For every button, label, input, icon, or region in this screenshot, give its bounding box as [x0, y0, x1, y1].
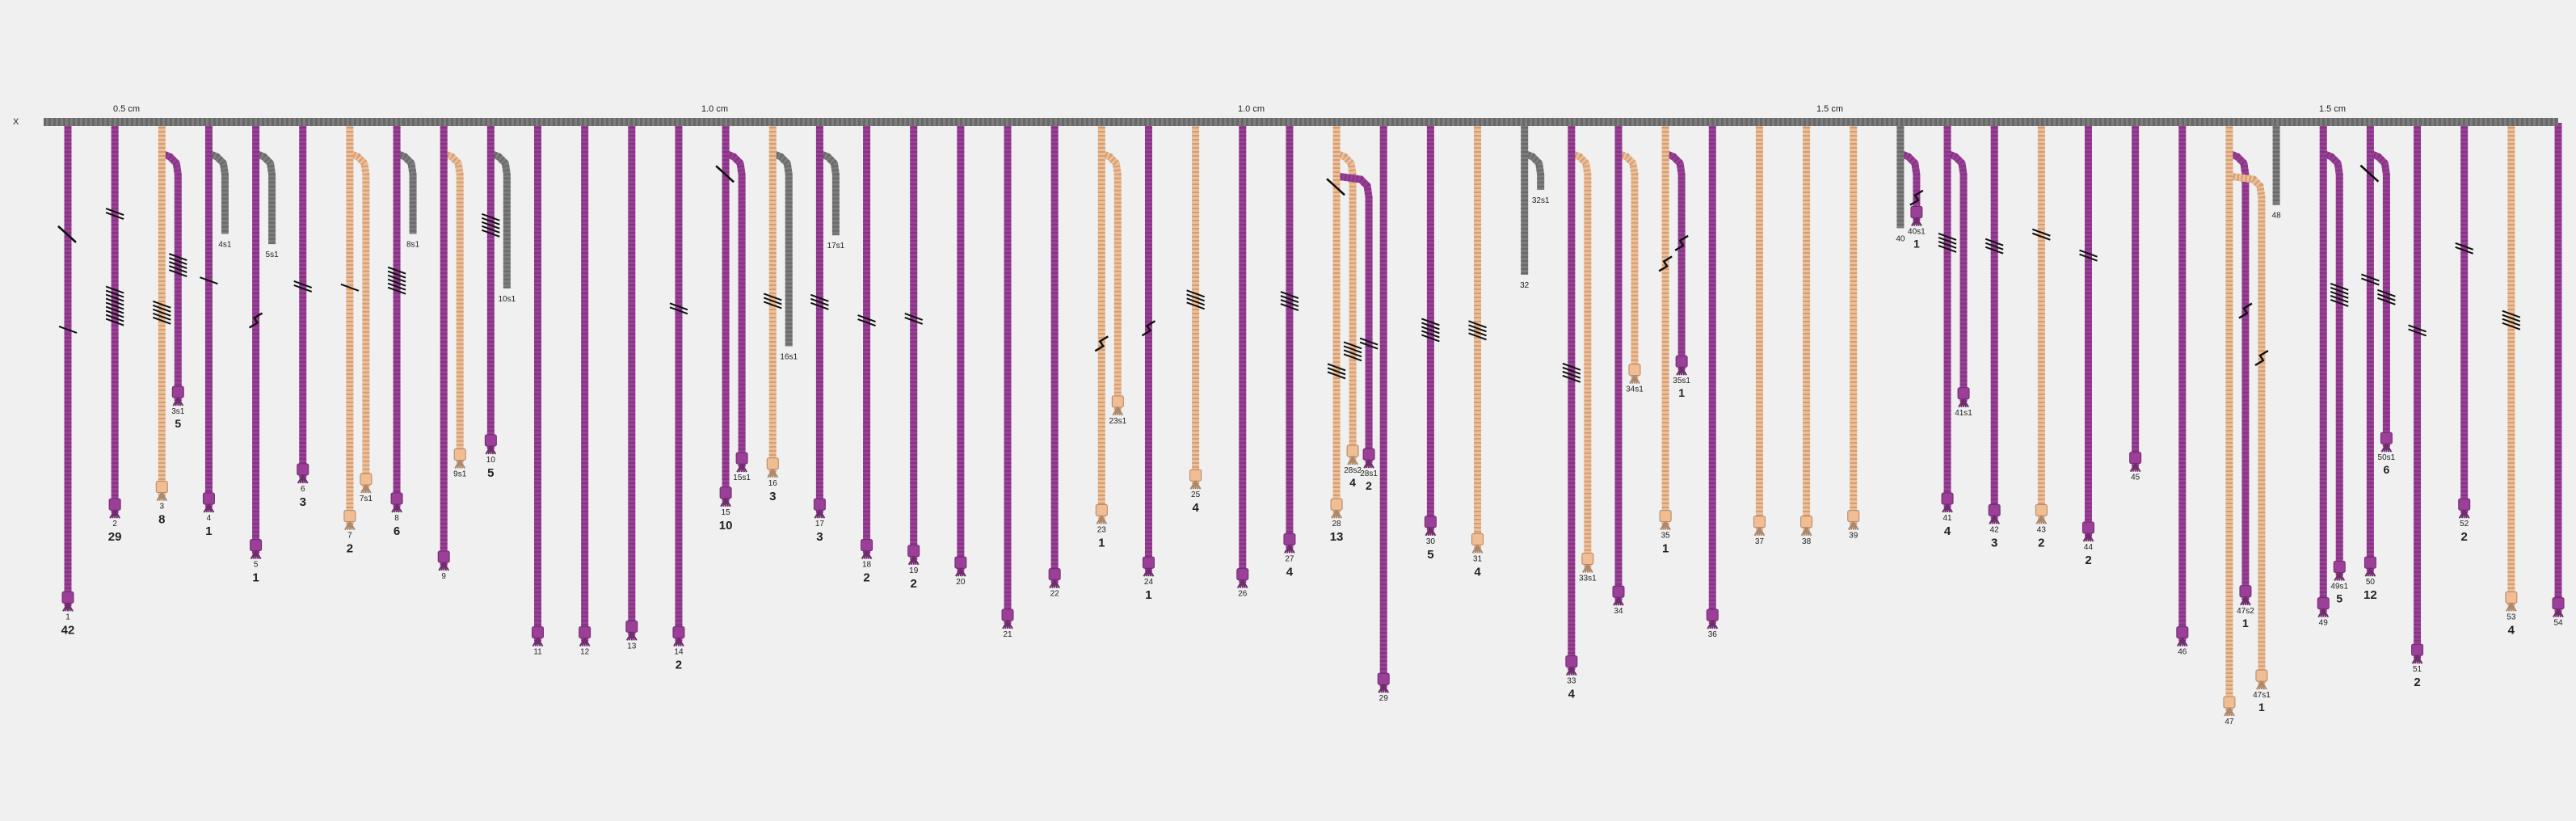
tassel-knot	[360, 474, 372, 485]
subsidiary-value: 1	[1678, 386, 1686, 400]
cord-id-label: 13	[627, 642, 637, 651]
cord-id-label: 3	[159, 502, 165, 512]
tassel-knot	[1112, 396, 1123, 407]
tassel-knot	[2334, 562, 2345, 573]
spacing-label: 1.0 cm	[1238, 104, 1265, 114]
tassel-knot	[1911, 207, 1922, 218]
subsidiary-value: 5	[2336, 592, 2343, 605]
subsidiary-value: 4	[1349, 476, 1356, 490]
tassel-knot	[1190, 469, 1202, 481]
cord-id-label: 24	[1143, 578, 1154, 587]
tassel-knot	[908, 545, 920, 557]
cord-end-tassel	[2380, 432, 2392, 452]
cord-end-tassel	[1989, 504, 2000, 524]
tassel-knot	[2256, 670, 2267, 681]
cord-id-label: 15	[721, 507, 730, 517]
cord-end-tassel	[1613, 586, 1624, 605]
subsidiary-label: 40s1	[1908, 227, 1926, 237]
tassel-knot	[1331, 499, 1342, 510]
subsidiary-label: 5s1	[265, 251, 279, 260]
subsidiary-label: 28s2	[1344, 466, 1362, 476]
spacing-label: 1.0 cm	[701, 104, 729, 114]
tassel-knot	[1629, 364, 1640, 376]
cord-end-tassel	[297, 464, 309, 483]
cord-id-label: 37	[1754, 537, 1764, 546]
cord-id-label: 6	[300, 485, 305, 494]
cord-value-label: 5	[1427, 547, 1434, 562]
cord-value-label: 1	[1098, 536, 1105, 550]
cord-id-label: 41	[1943, 514, 1952, 523]
subsidiary-value: 2	[1366, 479, 1372, 493]
tassel-knot	[485, 435, 496, 446]
cord-id-label: 36	[1707, 630, 1717, 639]
cord-id-label: 54	[2553, 618, 2563, 628]
cord-value-label: 4	[2507, 623, 2515, 638]
tassel-knot	[1284, 533, 1295, 545]
cord-id-label: 23	[1096, 525, 1106, 535]
cord-end-tassel	[2553, 598, 2564, 617]
cord-id-label: 45	[2131, 473, 2140, 482]
cord-end-tassel	[1363, 448, 1374, 468]
subsidiary-value: 5	[175, 417, 182, 431]
cord-value-label: 42	[61, 623, 75, 638]
cord-end-tassel	[62, 592, 74, 611]
tassel-knot	[1425, 516, 1436, 528]
cord-id-label: 8	[394, 514, 399, 523]
cord-end-tassel	[720, 487, 731, 507]
cord-end-tassel	[1942, 493, 1953, 512]
subsidiary-label: 33s1	[1578, 574, 1597, 583]
spacing-label: 1.5 cm	[2319, 104, 2347, 114]
cord-end-tassel	[391, 493, 402, 512]
cord-value-label: 13	[1329, 530, 1344, 545]
cord-end-tassel	[2412, 644, 2423, 663]
cord-id-label: 40	[1896, 234, 1905, 244]
cord-end-tassel	[1237, 569, 1248, 588]
tassel-knot	[955, 557, 966, 568]
cord-id-label: 27	[1285, 554, 1294, 564]
cord-id-label: 50	[2365, 578, 2375, 587]
cord-end-tassel	[1049, 569, 1060, 588]
tassel-knot	[1002, 609, 1013, 621]
pendant-cord-28	[1327, 123, 1378, 544]
cord-end-tassel	[1848, 511, 1859, 530]
cord-end-tassel	[1629, 364, 1640, 384]
cord-end-tassel	[1190, 469, 1202, 489]
cord-end-tassel	[2177, 627, 2188, 646]
cord-value-label: 3	[816, 530, 823, 545]
cord-id-label: 9	[441, 572, 446, 581]
cord-end-tassel	[2459, 499, 2470, 518]
cord-id-label: 46	[2178, 647, 2187, 657]
subsidiary-value: 1	[1913, 237, 1920, 251]
tassel-knot	[1958, 388, 1969, 399]
cord-end-tassel	[109, 499, 120, 518]
cord-end-tassel	[1002, 609, 1013, 629]
cord-id-label: 34	[1614, 607, 1623, 617]
cord-end-tassel	[908, 545, 920, 565]
cord-value-label: 4	[1192, 501, 1199, 516]
cord-end-tassel	[955, 557, 966, 576]
cord-end-tassel	[485, 435, 496, 454]
tassel-knot	[2459, 499, 2470, 510]
cord-id-label: 30	[1425, 537, 1435, 546]
cord-end-tassel	[156, 482, 167, 501]
cord-value-label: 1	[1145, 588, 1152, 603]
cord-value-label: 4	[1568, 687, 1576, 701]
tassel-knot	[454, 449, 465, 461]
origin-label: X	[13, 117, 19, 127]
tassel-knot	[626, 621, 638, 632]
tassel-knot	[344, 511, 356, 522]
tassel-knot	[2240, 586, 2251, 597]
tassel-knot	[1378, 673, 1389, 684]
spacing-label: 1.5 cm	[1816, 104, 1844, 114]
cord-end-tassel	[2364, 557, 2376, 576]
cord-end-tassel	[1753, 516, 1765, 536]
tassel-knot	[861, 540, 873, 551]
cord-id-label: 26	[1238, 589, 1248, 599]
cord-end-tassel	[1801, 516, 1812, 536]
tassel-knot	[1096, 504, 1107, 516]
tassel-knot	[1613, 586, 1624, 597]
cord-id-label: 16	[768, 478, 777, 488]
cord-id-label: 32	[1520, 281, 1530, 290]
cord-id-label: 39	[1849, 531, 1858, 541]
subsidiary-label: 32s1	[1531, 196, 1550, 205]
tassel-knot	[2506, 592, 2517, 603]
cord-id-label: 31	[1472, 554, 1483, 564]
cord-end-tassel	[2224, 697, 2235, 716]
cord-id-label: 25	[1191, 490, 1201, 500]
tassel-knot	[1363, 448, 1374, 460]
tassel-knot	[1143, 557, 1154, 568]
subsidiary-label: 10s1	[498, 294, 516, 304]
subsidiary-label: 3s1	[171, 407, 185, 417]
cord-id-label: 19	[909, 566, 919, 575]
tassel-knot	[203, 493, 214, 504]
cord-value-label: 1	[252, 570, 259, 585]
cord-end-tassel	[861, 540, 873, 559]
subsidiary-label: 49s1	[2330, 582, 2349, 592]
tassel-knot	[1049, 569, 1060, 580]
tassel-knot	[720, 487, 731, 499]
cord-end-tassel	[1112, 396, 1123, 415]
cord-value-label: 29	[107, 530, 122, 545]
cord-id-label: 4	[206, 514, 212, 523]
cord-end-tassel	[2317, 598, 2329, 617]
subsidiary-label: 47s2	[2237, 606, 2254, 616]
cord-value-label: 2	[346, 541, 354, 556]
tassel-knot	[1989, 504, 2000, 516]
cord-end-tassel	[1472, 533, 1484, 553]
cord-id-label: 2	[112, 520, 117, 529]
tassel-knot	[1707, 609, 1718, 621]
spacing-label: 0.5 cm	[113, 104, 141, 114]
cord-id-label: 33	[1567, 676, 1576, 686]
tassel-knot	[2224, 697, 2235, 708]
cord-end-tassel	[2334, 562, 2345, 581]
cord-value-label: 1	[205, 524, 213, 538]
subsidiary-value: 1	[2242, 616, 2249, 629]
cord-end-tassel	[2035, 504, 2047, 524]
cord-value-label: 2	[2460, 530, 2468, 545]
subsidiary-label: 17s1	[827, 242, 845, 251]
cord-end-tassel	[1676, 356, 1687, 375]
tassel-knot	[1942, 493, 1953, 504]
tassel-knot	[2553, 598, 2564, 609]
cord-id-label: 20	[956, 578, 966, 587]
cord-end-tassel	[203, 493, 214, 512]
cord-end-tassel	[360, 474, 372, 493]
cord-value-label: 8	[158, 512, 166, 527]
cord-end-tassel	[1096, 504, 1107, 524]
tassel-knot	[2130, 453, 2141, 464]
tassel-knot	[297, 464, 309, 475]
cord-value-label: 2	[910, 576, 917, 591]
cord-value-label: 3	[299, 495, 306, 509]
subsidiary-label: 8s1	[406, 240, 420, 250]
cord-value-label: 6	[393, 524, 401, 538]
tassel-knot	[109, 499, 120, 510]
cord-value-label: 12	[2363, 588, 2377, 603]
cord-end-tassel	[2256, 670, 2267, 689]
cord-value-label: 3	[1991, 536, 1998, 550]
cord-id-label: 28	[1332, 520, 1341, 529]
tassel-knot	[250, 540, 262, 551]
cord-id-label: 21	[1003, 630, 1012, 639]
cord-end-tassel	[736, 453, 747, 472]
subsidiary-label: 9s1	[453, 469, 467, 479]
cord-end-tassel	[1707, 609, 1718, 629]
tassel-knot	[2317, 598, 2329, 609]
subsidiary-value: 6	[2383, 463, 2390, 477]
cord-value-label: 4	[1943, 524, 1951, 538]
cord-value-label: 1	[1661, 541, 1669, 556]
subsidiary-label: 50s1	[2377, 453, 2396, 463]
tassel-knot	[767, 458, 778, 469]
cord-id-label: 17	[814, 520, 824, 529]
tassel-knot	[1676, 356, 1687, 367]
tassel-knot	[391, 493, 402, 504]
cord-end-tassel	[532, 627, 544, 646]
tassel-knot	[2380, 432, 2392, 444]
subsidiary-label: 41s1	[1955, 408, 1972, 418]
cord-end-tassel	[344, 511, 356, 530]
cord-end-tassel	[1284, 533, 1295, 553]
cord-id-label: 10	[486, 456, 495, 465]
cord-id-label: 52	[2460, 520, 2469, 529]
cord-value-label: 5	[487, 466, 495, 480]
cord-id-label: 51	[2412, 665, 2422, 675]
cord-value-label: 2	[2085, 554, 2092, 567]
cord-end-tassel	[1911, 207, 1922, 226]
cord-end-tassel	[1582, 553, 1593, 572]
cord-end-tassel	[1660, 511, 1671, 530]
cord-end-tassel	[1347, 445, 1358, 465]
cord-id-label: 22	[1050, 589, 1059, 599]
tassel-knot	[532, 627, 544, 638]
subsidiary-label: 7s1	[359, 495, 373, 504]
subsidiary-label: 35s1	[1673, 377, 1690, 386]
tassel-knot	[1753, 516, 1765, 528]
tassel-knot	[1566, 656, 1577, 667]
subsidiary-label: 47s1	[2253, 691, 2271, 701]
tassel-knot	[1472, 533, 1484, 545]
cord-value-label: 4	[1474, 565, 1481, 579]
cord-end-tassel	[1143, 557, 1154, 576]
cord-end-tassel	[250, 540, 262, 559]
tassel-knot	[438, 551, 449, 562]
tassel-knot	[62, 592, 74, 603]
cord-id-label: 49	[2318, 618, 2328, 628]
cord-id-label: 35	[1661, 531, 1670, 541]
tassel-knot	[1848, 511, 1859, 522]
tassel-knot	[736, 453, 747, 464]
tassel-knot	[1347, 445, 1358, 457]
tassel-knot	[579, 627, 591, 638]
tassel-knot	[2035, 504, 2047, 516]
cord-id-label: 5	[253, 560, 259, 570]
tassel-knot	[1582, 553, 1593, 564]
cord-id-label: 14	[674, 647, 684, 657]
cord-value-label: 3	[769, 489, 777, 503]
cord-value-label: 2	[675, 658, 683, 672]
cord-end-tassel	[2240, 586, 2251, 605]
cord-end-tassel	[1566, 656, 1577, 676]
tassel-knot	[673, 627, 684, 638]
tassel-knot	[156, 482, 167, 493]
cord-id-label: 42	[1989, 525, 1999, 535]
subsidiary-label: 16s1	[780, 352, 798, 362]
tassel-knot	[1660, 511, 1671, 522]
subsidiary-label: 28s1	[1360, 469, 1378, 479]
tassel-knot	[1237, 569, 1248, 580]
cord-end-tassel	[2130, 453, 2141, 472]
cord-value-label: 4	[1286, 565, 1294, 579]
cord-id-label: 43	[2036, 525, 2046, 535]
subsidiary-label: 34s1	[1626, 385, 1644, 394]
tassel-knot	[814, 499, 825, 510]
cord-end-tassel	[767, 458, 778, 478]
tassel-knot	[2082, 522, 2094, 533]
cord-id-label: 29	[1378, 694, 1388, 704]
cord-end-tassel	[814, 499, 825, 518]
cord-end-tassel	[438, 551, 449, 570]
subsidiary-value: 1	[2258, 701, 2265, 714]
cord-value-label: 2	[863, 570, 870, 585]
cord-end-tassel	[454, 449, 465, 469]
cord-id-label: 1	[65, 613, 70, 622]
cord-value-label: 2	[2414, 676, 2421, 690]
cord-value-label: 2	[2038, 536, 2045, 550]
tassel-knot	[172, 386, 183, 398]
cord-id-label: 44	[2083, 543, 2094, 552]
cord-end-tassel	[1331, 499, 1342, 518]
cord-end-tassel	[579, 627, 591, 646]
subsidiary-label: 23s1	[1109, 416, 1127, 426]
cord-id-label: 7	[347, 531, 352, 541]
cord-end-tassel	[2506, 592, 2517, 611]
tassel-knot	[2177, 627, 2188, 638]
cord-id-label: 47	[2225, 718, 2234, 726]
cord-end-tassel	[1958, 388, 1969, 407]
cord-end-tassel	[673, 627, 684, 646]
cord-id-label: 48	[2271, 211, 2281, 221]
cord-end-tassel	[1425, 516, 1436, 536]
tassel-knot	[2412, 644, 2423, 655]
cord-id-label: 53	[2507, 613, 2516, 622]
cord-end-tassel	[172, 386, 183, 406]
cord-id-label: 18	[862, 560, 872, 570]
cord-value-label: 10	[718, 518, 733, 533]
subsidiary-label: 4s1	[218, 240, 232, 250]
cord-id-label: 11	[533, 647, 542, 657]
cord-end-tassel	[2082, 522, 2094, 541]
tassel-knot	[1801, 516, 1812, 528]
cord-id-label: 38	[1802, 537, 1812, 546]
cord-end-tassel	[626, 621, 638, 640]
tassel-knot	[2364, 557, 2376, 568]
cord-end-tassel	[1378, 673, 1389, 693]
cord-id-label: 12	[580, 647, 590, 657]
subsidiary-label: 15s1	[733, 474, 751, 483]
